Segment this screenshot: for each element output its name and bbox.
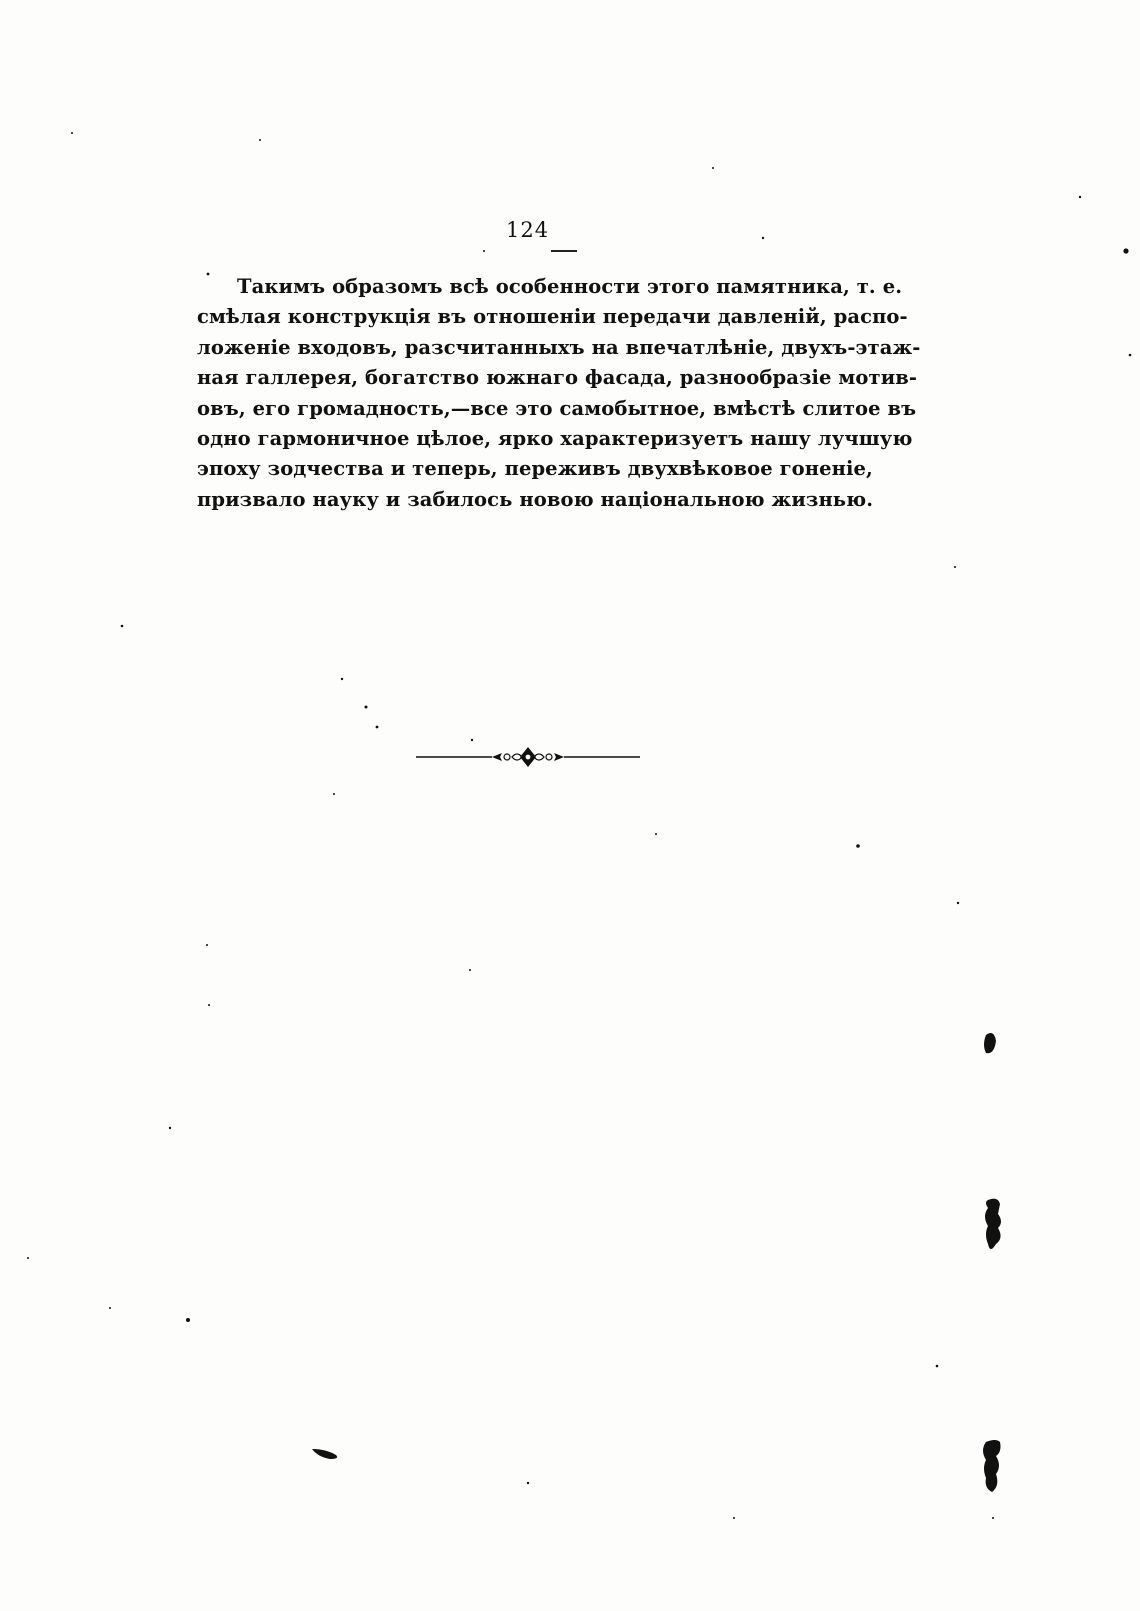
- text-line-5: овъ, его громадность,—все это самобытное, вмѣстѣ слитое въ: [197, 396, 917, 420]
- text-line-8: призвало науку и забилось новою національною жизнью.: [197, 487, 874, 511]
- page-number: 124: [506, 218, 550, 242]
- text-line-1: Такимъ образомъ всѣ особенности этого памятника, т. е.: [237, 275, 903, 298]
- body-paragraph: [197, 272, 921, 515]
- text-line-4: ная галлерея, богатство южнаго фасада, разнообразіе мотив-: [197, 366, 918, 390]
- decorative-divider-ornament: [416, 744, 640, 770]
- text-line-6: одно гармоничное цѣлое, ярко характеризуетъ нашу лучшую: [197, 427, 913, 451]
- text-line-7: эпоху зодчества и теперь, переживъ двухвѣковое гоненіе,: [197, 457, 873, 481]
- header-dash: [551, 250, 577, 252]
- text-line-3: ложеніе входовъ, разсчитанныхъ на впечатлѣніе, двухъ-этаж-: [197, 335, 921, 359]
- text-line-2: смѣлая конструкція въ отношеніи передачи давленій, распо-: [197, 305, 908, 329]
